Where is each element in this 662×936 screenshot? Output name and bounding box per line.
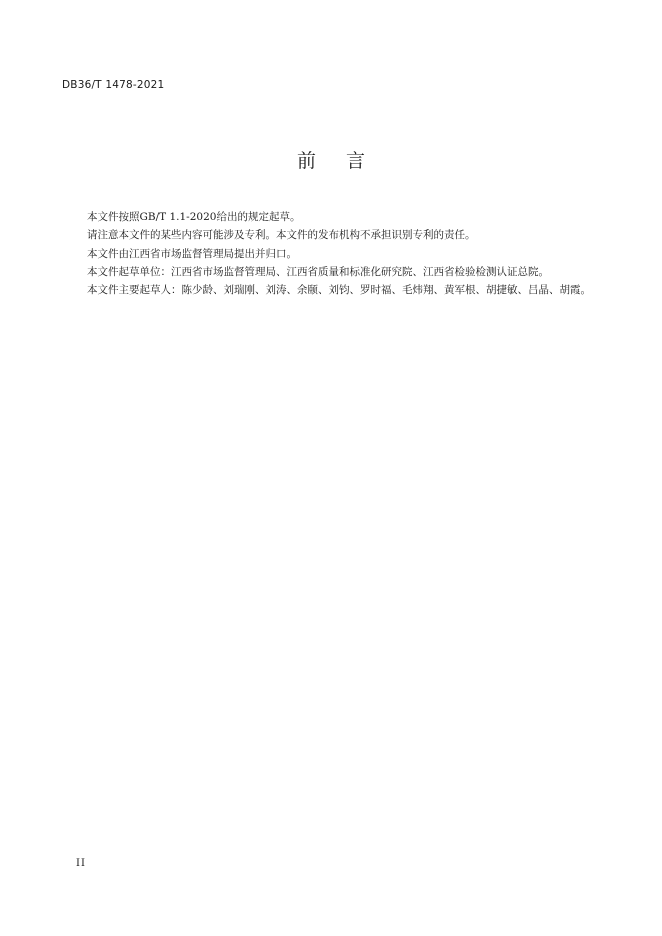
paragraph-drafting-rules: 本文件按照GB/T 1.1-2020给出的规定起草。 [87, 211, 301, 223]
paragraph-proposer: 本文件由江西省市场监督管理局提出并归口。 [87, 247, 297, 260]
foreword-body [62, 208, 602, 299]
page-number: II [76, 858, 86, 869]
paragraph-patent-notice: 请注意本文件的某些内容可能涉及专利。本文件的发布机构不承担识别专利的责任。 [87, 229, 476, 242]
paragraph-drafters: 本文件主要起草人：陈少龄、刘瑞刚、刘涛、余颐、刘钧、罗时福、毛炜翔、黄军根、胡捷敏、吕晶、胡霞。 [87, 284, 591, 297]
page-title: 前言 [296, 150, 395, 172]
document-code: DB36/T 1478-2021 [62, 79, 165, 91]
paragraph-drafting-units: 本文件起草单位：江西省市场监督管理局、江西省质量和标准化研究院、江西省检验检测认证总院。 [87, 265, 549, 278]
